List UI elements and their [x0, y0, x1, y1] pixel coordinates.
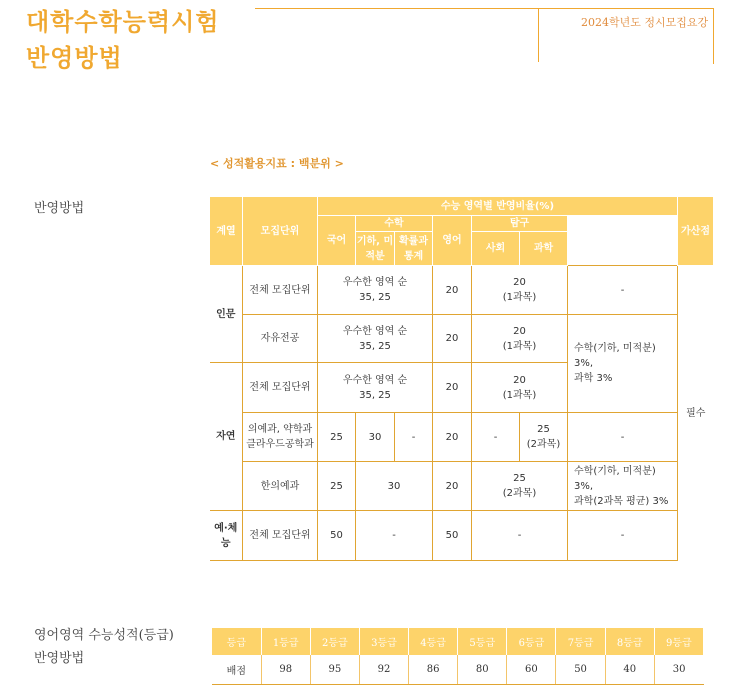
math-geometry-cell: 30: [356, 413, 395, 462]
score-cell: 86: [409, 655, 458, 685]
header-korean: 국어: [318, 216, 356, 266]
english-cell: 20: [433, 363, 472, 413]
english-cell: 50: [433, 511, 472, 561]
science-cell: 25 (2과목): [520, 413, 568, 462]
header-divider-right: [713, 8, 714, 64]
section-label: 반영방법: [34, 201, 85, 216]
bonus-cell: -: [568, 511, 678, 561]
unit-cell: 자유전공: [243, 315, 318, 363]
track-natural: 자연: [210, 363, 243, 511]
korean-cell: 50: [318, 511, 356, 561]
header-inquiry: 탐구: [472, 216, 568, 232]
unit-cell: 전체 모집단위: [243, 363, 318, 413]
grade-header-label: 등급: [212, 628, 261, 655]
score-cell: 30: [654, 655, 703, 685]
header-bonus: 가산점: [678, 197, 714, 266]
score-cell: 60: [507, 655, 556, 685]
unit-cell: 의예과, 약학과 클라우드공학과: [243, 413, 318, 462]
document-label: 2024학년도 정시모집요강: [581, 16, 709, 29]
grade-header: 5등급: [458, 628, 507, 655]
unit-cell: 전체 모집단위: [243, 511, 318, 561]
header-math-probability: 확률과 통계: [395, 232, 433, 266]
grade-header: 8등급: [605, 628, 654, 655]
bonus-cell: -: [568, 266, 678, 315]
grade-header: 4등급: [409, 628, 458, 655]
header-unit: 모집단위: [243, 197, 318, 266]
header-divider: [538, 8, 539, 62]
english-cell: 20: [433, 266, 472, 315]
bonus-cell: -: [568, 413, 678, 462]
score-cell: 98: [261, 655, 310, 685]
grade-header: 6등급: [507, 628, 556, 655]
bonus-cell: 수학(기하, 미적분) 3%, 과학(2과목 평균) 3%: [568, 462, 678, 511]
math-cell: -: [356, 511, 433, 561]
header-rule: [255, 8, 713, 9]
unit-cell: 한의예과: [243, 462, 318, 511]
grade-header: 9등급: [654, 628, 703, 655]
math-probability-cell: -: [395, 413, 433, 462]
inquiry-cell: 20 (1과목): [472, 315, 568, 363]
grade-header: 3등급: [359, 628, 408, 655]
score-cell: 80: [458, 655, 507, 685]
korean-math-cell: 우수한 영역 순 35, 25: [318, 266, 433, 315]
history-cell: 필수: [678, 266, 714, 561]
reflection-ratio-table: 계열 모집단위 수능 영역별 반영비율(%) 가산점 한국사 국어 수학 영어 탐구 기하, 미적분 확률과 통계 사회 과학 인문 전체 모집단위 우수한 영역 순 35, 25 20 20 (1과목) - 필수 자유전공 우수한 영역 순 35, 25 20 20 (1과목) 수학(기하, 미적분) 3%, 과학 3% 자연 전체 모집단위 우수한 영역 순 35, 25 20 20 (1과목) 의예과, 약학과 클라우드공학과 25 30 - 20 - 25 (2과목) - 한의예과 25 30 20 25 (2과목) 수학(기하, 미적분) 3%, 과학(2과목 평균) 3% 예·체능 전체 모집단위 50 - 50 - -: [209, 196, 714, 561]
header-social: 사회: [472, 232, 520, 266]
track-arts: 예·체능: [210, 511, 243, 561]
inquiry-cell: 20 (1과목): [472, 266, 568, 315]
english-cell: 20: [433, 315, 472, 363]
inquiry-cell: 25 (2과목): [472, 462, 568, 511]
grade-header: 2등급: [310, 628, 359, 655]
korean-math-cell: 우수한 영역 순 35, 25: [318, 315, 433, 363]
track-humanities: 인문: [210, 266, 243, 363]
bonus-shared-cell: 수학(기하, 미적분) 3%, 과학 3%: [568, 315, 678, 413]
unit-cell: 전체 모집단위: [243, 266, 318, 315]
math-cell: 30: [356, 462, 433, 511]
english-cell: 20: [433, 413, 472, 462]
english-grade-table: [212, 628, 704, 685]
english-cell: 20: [433, 462, 472, 511]
korean-cell: 25: [318, 462, 356, 511]
header-science: 과학: [520, 232, 568, 266]
inquiry-cell: 20 (1과목): [472, 363, 568, 413]
score-cell: 50: [556, 655, 605, 685]
grade-header: 1등급: [261, 628, 310, 655]
header-ratio-group: 수능 영역별 반영비율(%): [318, 197, 678, 216]
page-title-line1: 대학수학능력시험: [26, 8, 220, 36]
page-title-line2: 반영방법: [26, 44, 123, 72]
inquiry-cell: -: [472, 511, 568, 561]
score-cell: 95: [310, 655, 359, 685]
korean-cell: 25: [318, 413, 356, 462]
grade-header: 7등급: [556, 628, 605, 655]
score-cell: 92: [359, 655, 408, 685]
english-section-label: 영어영역 수능성적(등급) 반영방법: [34, 628, 174, 666]
header-math: 수학: [356, 216, 433, 232]
score-cell: 40: [605, 655, 654, 685]
table-subtitle: < 성적활용지표 : 백분위 >: [210, 157, 344, 170]
header-math-geometry: 기하, 미적분: [356, 232, 395, 266]
score-row-label: 배점: [212, 655, 261, 685]
social-cell: -: [472, 413, 520, 462]
header-track: 계열: [210, 197, 243, 266]
korean-math-cell: 우수한 영역 순 35, 25: [318, 363, 433, 413]
header-english: 영어: [433, 216, 472, 266]
